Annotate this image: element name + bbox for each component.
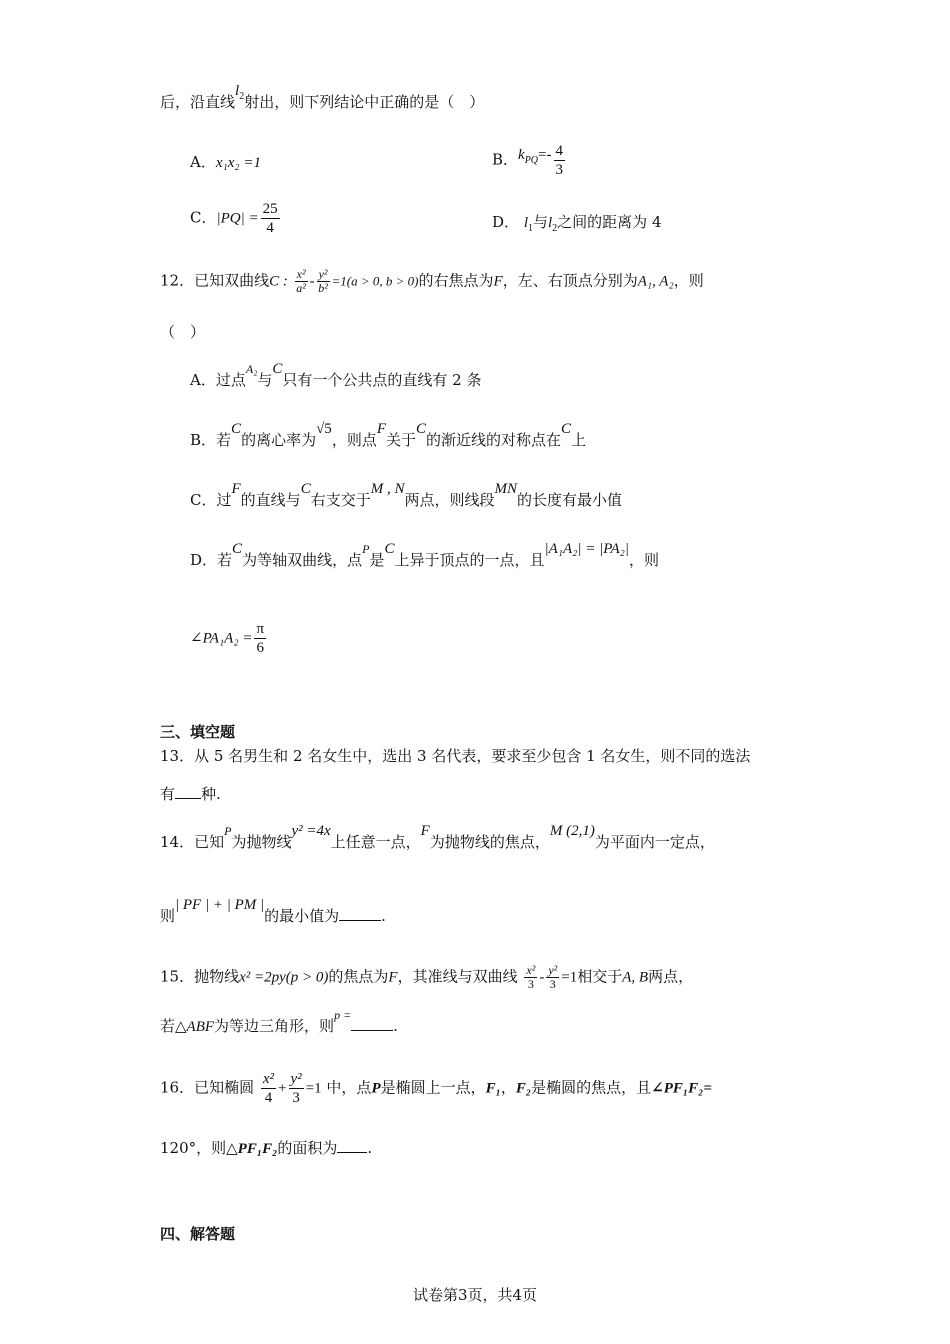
q16-answer-blank[interactable] xyxy=(337,1138,367,1153)
q12-option-d: D．若C为等轴双曲线，点$^P$是C上异于顶点的一点，且|A₁A₂| = |PA₂|，则 xyxy=(190,541,659,569)
q11-option-b: B．$k_{PQ}=-$ $\frac{4}{3}$ xyxy=(492,143,564,178)
q15-line1: 15．抛物线x² =2py(p > 0)的焦点为F，其准线与双曲线 $\frac{\text{x²}}{3}$ - $\frac{\text{y²}}{3}$ =1相交于A, B两点， xyxy=(160,963,694,991)
q13-answer-blank[interactable] xyxy=(175,784,201,799)
q15-line2: 若△ABF为等边三角形，则$^{p =}$. xyxy=(160,1008,398,1035)
q12-option-d-angle: ∠PA₁A₂ = $\frac{\pi}{6}$ xyxy=(190,621,265,656)
q16-line2: 120°，则△PF₁F₂的面积为 . xyxy=(160,1139,373,1157)
q14-line1: 14．已知$^P$为抛物线y² =4x上任意一点，F为抛物线的焦点，M (2,1)为平面内一定点， xyxy=(160,823,715,851)
section-fill-in-heading: 三、填空题 xyxy=(160,723,236,741)
q13-line1: 13．从 5 名男生和 2 名女生中，选出 3 名代表，要求至少包含 1 名女生，则不同的选法 xyxy=(160,747,751,765)
q11-stem-tail: 后，沿直线$l_2$射出，则下列结论中正确的是（ ） xyxy=(160,83,485,111)
q11-option-c: C．|PQ| = $\frac{25}{4}$ xyxy=(190,201,278,236)
q16-line1: 16．已知椭圆 $\frac{\text{x²}}{4}$ + $\frac{\text{y²}}{3}$ =1 中，点P是椭圆上一点，F₁，F₂是椭圆的焦点，且∠PF₁F₂= xyxy=(160,1071,712,1106)
q12-stem: 12．已知双曲线C : $\frac{\text{x²}}{\text{a²}}$ - $\frac{\text{y²}}{\text{b²}}$ =1(a > 0, b > 0)的右焦点为F，左、右顶点分别为A₁, A₂，则 xyxy=(160,267,704,295)
q12-option-a: A．过点$^{A_2}$与C只有一个公共点的直线有 2 条 xyxy=(190,361,482,389)
q12-option-b: B．若C的离心率为√5，则点F关于C的渐近线的对称点在C上 xyxy=(190,421,587,449)
q12-paren: （ ） xyxy=(160,323,206,341)
section-answer-heading: 四、解答题 xyxy=(160,1225,236,1243)
q11-option-a: A．x₁x₂ =1 xyxy=(190,153,261,171)
q14-line2: 则| PF | + | PM |的最小值为 . xyxy=(160,897,386,925)
q15-answer-blank[interactable] xyxy=(351,1016,393,1031)
q11-option-d: D． $l_1$与$l_2$之间的距离为 4 xyxy=(492,213,662,234)
q12-option-c: C．过F的直线与C右支交于M , N两点，则线段MN的长度有最小值 xyxy=(190,481,622,509)
q14-answer-blank[interactable] xyxy=(339,906,381,921)
page-footer: 试卷第3页，共4页 xyxy=(412,1286,538,1304)
q13-line2: 有 种. xyxy=(160,785,221,803)
